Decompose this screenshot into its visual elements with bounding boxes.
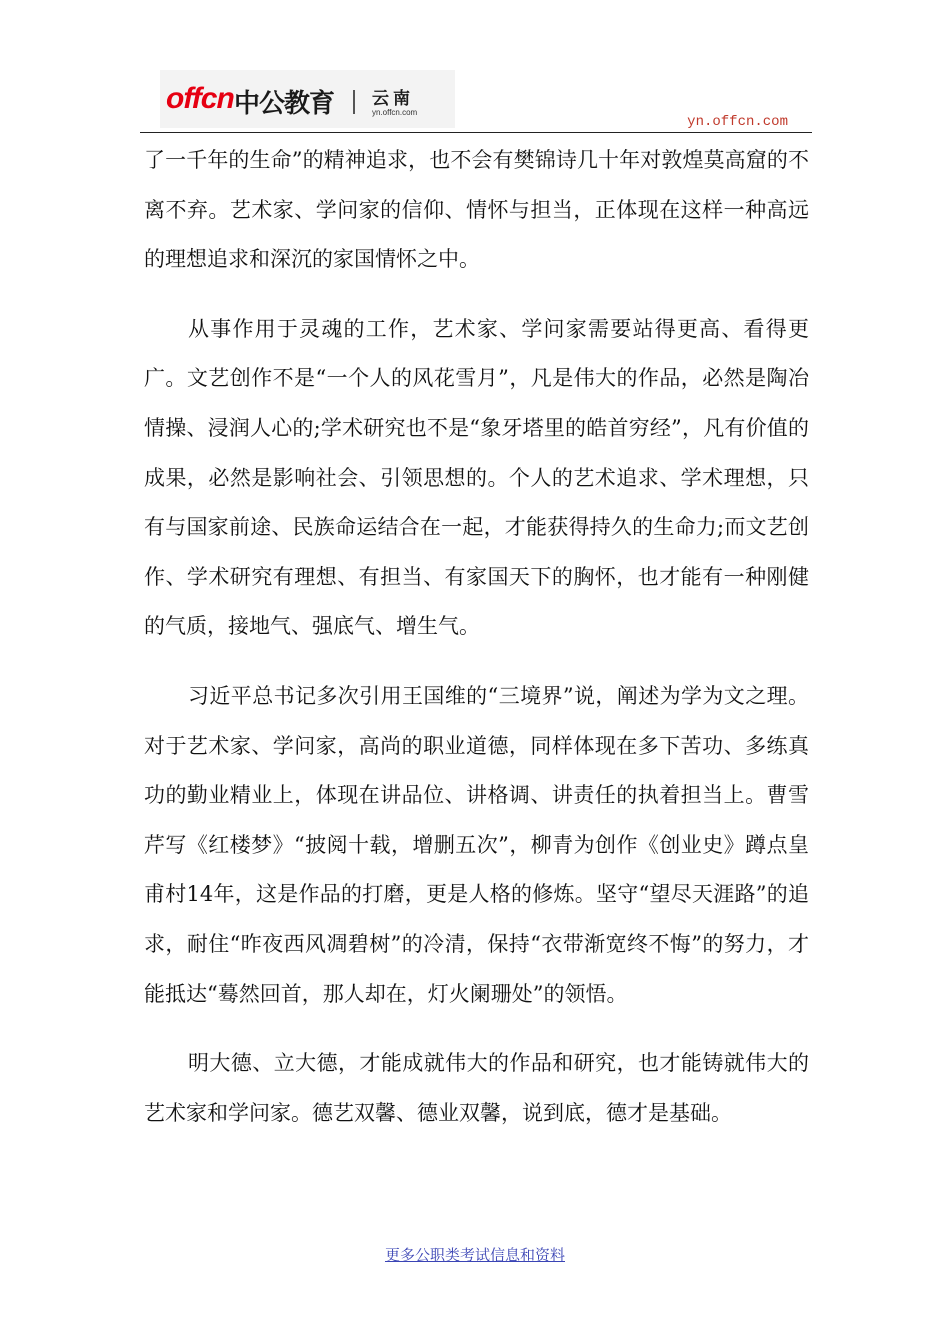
logo-name: 中公教育 <box>234 89 335 119</box>
paragraph-3: 习近平总书记多次引用王国维的“三境界”说，阐述为学为文之理。对于艺术家、学问家，高尚的职业道德，同样体现在多下苦功、多练真功的勤业精业上，体现在讲品位、讲格调、讲责任的执着担当上。曹雪芹写《红楼梦》“披阅十载，增删五次”，柳青为创作《创业史》蹲点皇甫村14年，这是作品的打磨，更是人格的修炼。坚守“望尽天涯路”的追求，耐住“昨夜西风凋碧树”的冷清，保持“衣带渐宽终不悔”的努力，才能抵达“蓦然回首，那人却在，灯火阑珊处”的领悟。 <box>144 683 809 1006</box>
page-header <box>0 0 950 134</box>
logo-region: 云南 <box>372 89 414 109</box>
logo-divider <box>353 90 355 114</box>
site-url: yn.offcn.com <box>687 114 788 130</box>
header-divider <box>140 132 812 133</box>
logo-domain: yn.offcn.com <box>372 108 418 117</box>
article-body <box>144 136 809 1138</box>
logo-brand: offcn <box>166 82 234 115</box>
paragraph-1: 了一千年的生命”的精神追求，也不会有樊锦诗几十年对敦煌莫高窟的不离不弃。艺术家、学问家的信仰、情怀与担当，正体现在这样一种高远的理想追求和深沉的家国情怀之中。 <box>144 148 809 272</box>
paragraph-4: 明大德、立大德，才能成就伟大的作品和研究，也才能铸就伟大的艺术家和学问家。德艺双馨、德业双馨，说到底，德才是基础。 <box>144 1051 809 1125</box>
more-info-link[interactable]: 更多公职类考试信息和资料 <box>384 1246 565 1264</box>
offcn-logo <box>160 70 455 128</box>
paragraph-2: 从事作用于灵魂的工作，艺术家、学问家需要站得更高、看得更广。文艺创作不是“一个人的风花雪月”，凡是伟大的作品，必然是陶冶情操、浸润人心的;学术研究也不是“象牙塔里的皓首穷经”，凡有价值的成果，必然是影响社会、引领思想的。个人的艺术追求、学术理想，只有与国家前途、民族命运结合在一起，才能获得持久的生命力;而文艺创作、学术研究有理想、有担当、有家国天下的胸怀，也才能有一种刚健的气质，接地气、强底气、增生气。 <box>144 316 809 639</box>
